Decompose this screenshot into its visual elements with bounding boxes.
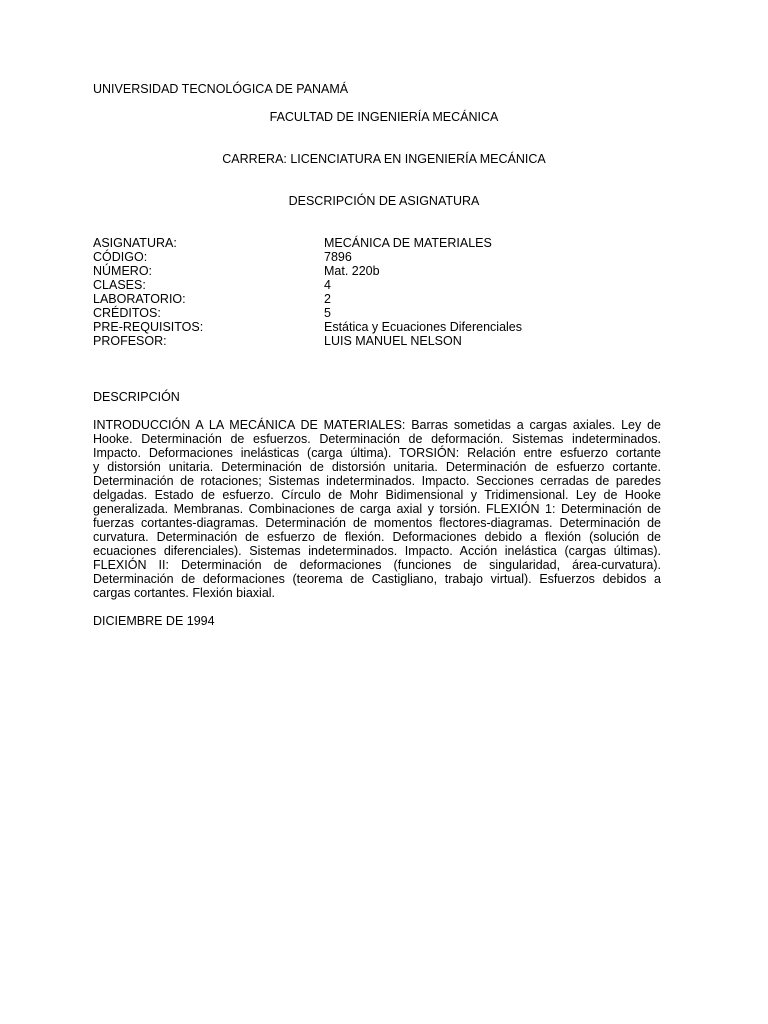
course-info-label: LABORATORIO:	[93, 292, 186, 306]
course-info-table	[93, 236, 653, 348]
description-line: Determinación de rotaciones; Sistemas indeterminados. Impacto. Secciones cerradas de paredes	[93, 474, 661, 488]
description-line: FLEXIÓN II: Determinación de deformaciones (funciones de singularidad, área-curvatura).	[93, 558, 661, 572]
career-title: CARRERA: LICENCIATURA EN INGENIERÍA MECÁNICA	[222, 152, 546, 166]
course-info-row	[93, 250, 653, 264]
description-line: Determinación de deformaciones (teorema de Castigliano, trabajo virtual). Esfuerzos debidos a	[93, 572, 661, 586]
course-info-label: CÓDIGO:	[93, 250, 148, 264]
course-info-value: 7896	[324, 250, 352, 264]
course-info-row	[93, 236, 653, 250]
description-line: fuerzas cortantes-diagramas. Determinación de momentos flectores-diagramas. Determinación de	[93, 516, 661, 530]
description-line: INTRODUCCIÓN A LA MECÁNICA DE MATERIALES: Barras sometidas a cargas axiales. Ley de	[93, 418, 661, 432]
faculty-name: FACULTAD DE INGENIERÍA MECÁNICA	[269, 110, 499, 124]
course-info-row	[93, 306, 653, 320]
course-info-label: NÚMERO:	[93, 264, 153, 278]
description-line: curvatura. Determinación de esfuerzo de flexión. Deformaciones debido a flexión (solución de	[93, 530, 661, 544]
course-info-value: Mat. 220b	[324, 264, 380, 278]
description-line: cargas cortantes. Flexión biaxial.	[93, 586, 276, 600]
course-info-label: PRE-REQUISITOS:	[93, 320, 204, 334]
course-info-label: PROFESOR:	[93, 334, 167, 348]
description-line: y distorsión unitaria. Determinación de distorsión unitaria. Determinación de esfuerzo cortante.	[93, 460, 661, 474]
course-info-row	[93, 320, 653, 334]
document-date: DICIEMBRE DE 1994	[93, 614, 215, 628]
description-line: generalizada. Membranas. Combinaciones de carga axial y torsión. FLEXIÓN 1: Determinación de	[93, 502, 661, 516]
course-info-label: ASIGNATURA:	[93, 236, 177, 250]
course-info-value: 4	[324, 278, 331, 292]
course-info-row	[93, 334, 653, 348]
course-info-label: CRÉDITOS:	[93, 306, 161, 320]
course-info-value: MECÁNICA DE MATERIALES	[324, 236, 492, 250]
description-line: delgadas. Estado de esfuerzo. Círculo de Mohr Bidimensional y Tridimensional. Ley de Hooke	[93, 488, 661, 502]
course-info-value: LUIS MANUEL NELSON	[324, 334, 462, 348]
description-paragraph	[93, 418, 661, 600]
course-info-row	[93, 278, 653, 292]
course-info-value: Estática y Ecuaciones Diferenciales	[324, 320, 523, 334]
course-info-label: CLASES:	[93, 278, 146, 292]
course-info-row	[93, 264, 653, 278]
university-name: UNIVERSIDAD TECNOLÓGICA DE PANAMÁ	[93, 82, 349, 96]
course-info-value: 5	[324, 306, 331, 320]
description-line: Hooke. Determinación de esfuerzos. Determinación de deformación. Sistemas indeterminados.	[93, 432, 661, 446]
document-title: DESCRIPCIÓN DE ASIGNATURA	[288, 194, 480, 208]
course-info-row	[93, 292, 653, 306]
description-line: ecuaciones diferenciales). Sistemas indeterminados. Impacto. Acción inelástica (cargas últimas).	[93, 544, 661, 558]
description-line: Impacto. Deformaciones inelásticas (carga última). TORSIÓN: Relación entre esfuerzo cortante	[93, 446, 661, 460]
course-info-value: 2	[324, 292, 331, 306]
description-heading: DESCRIPCIÓN	[93, 390, 180, 404]
